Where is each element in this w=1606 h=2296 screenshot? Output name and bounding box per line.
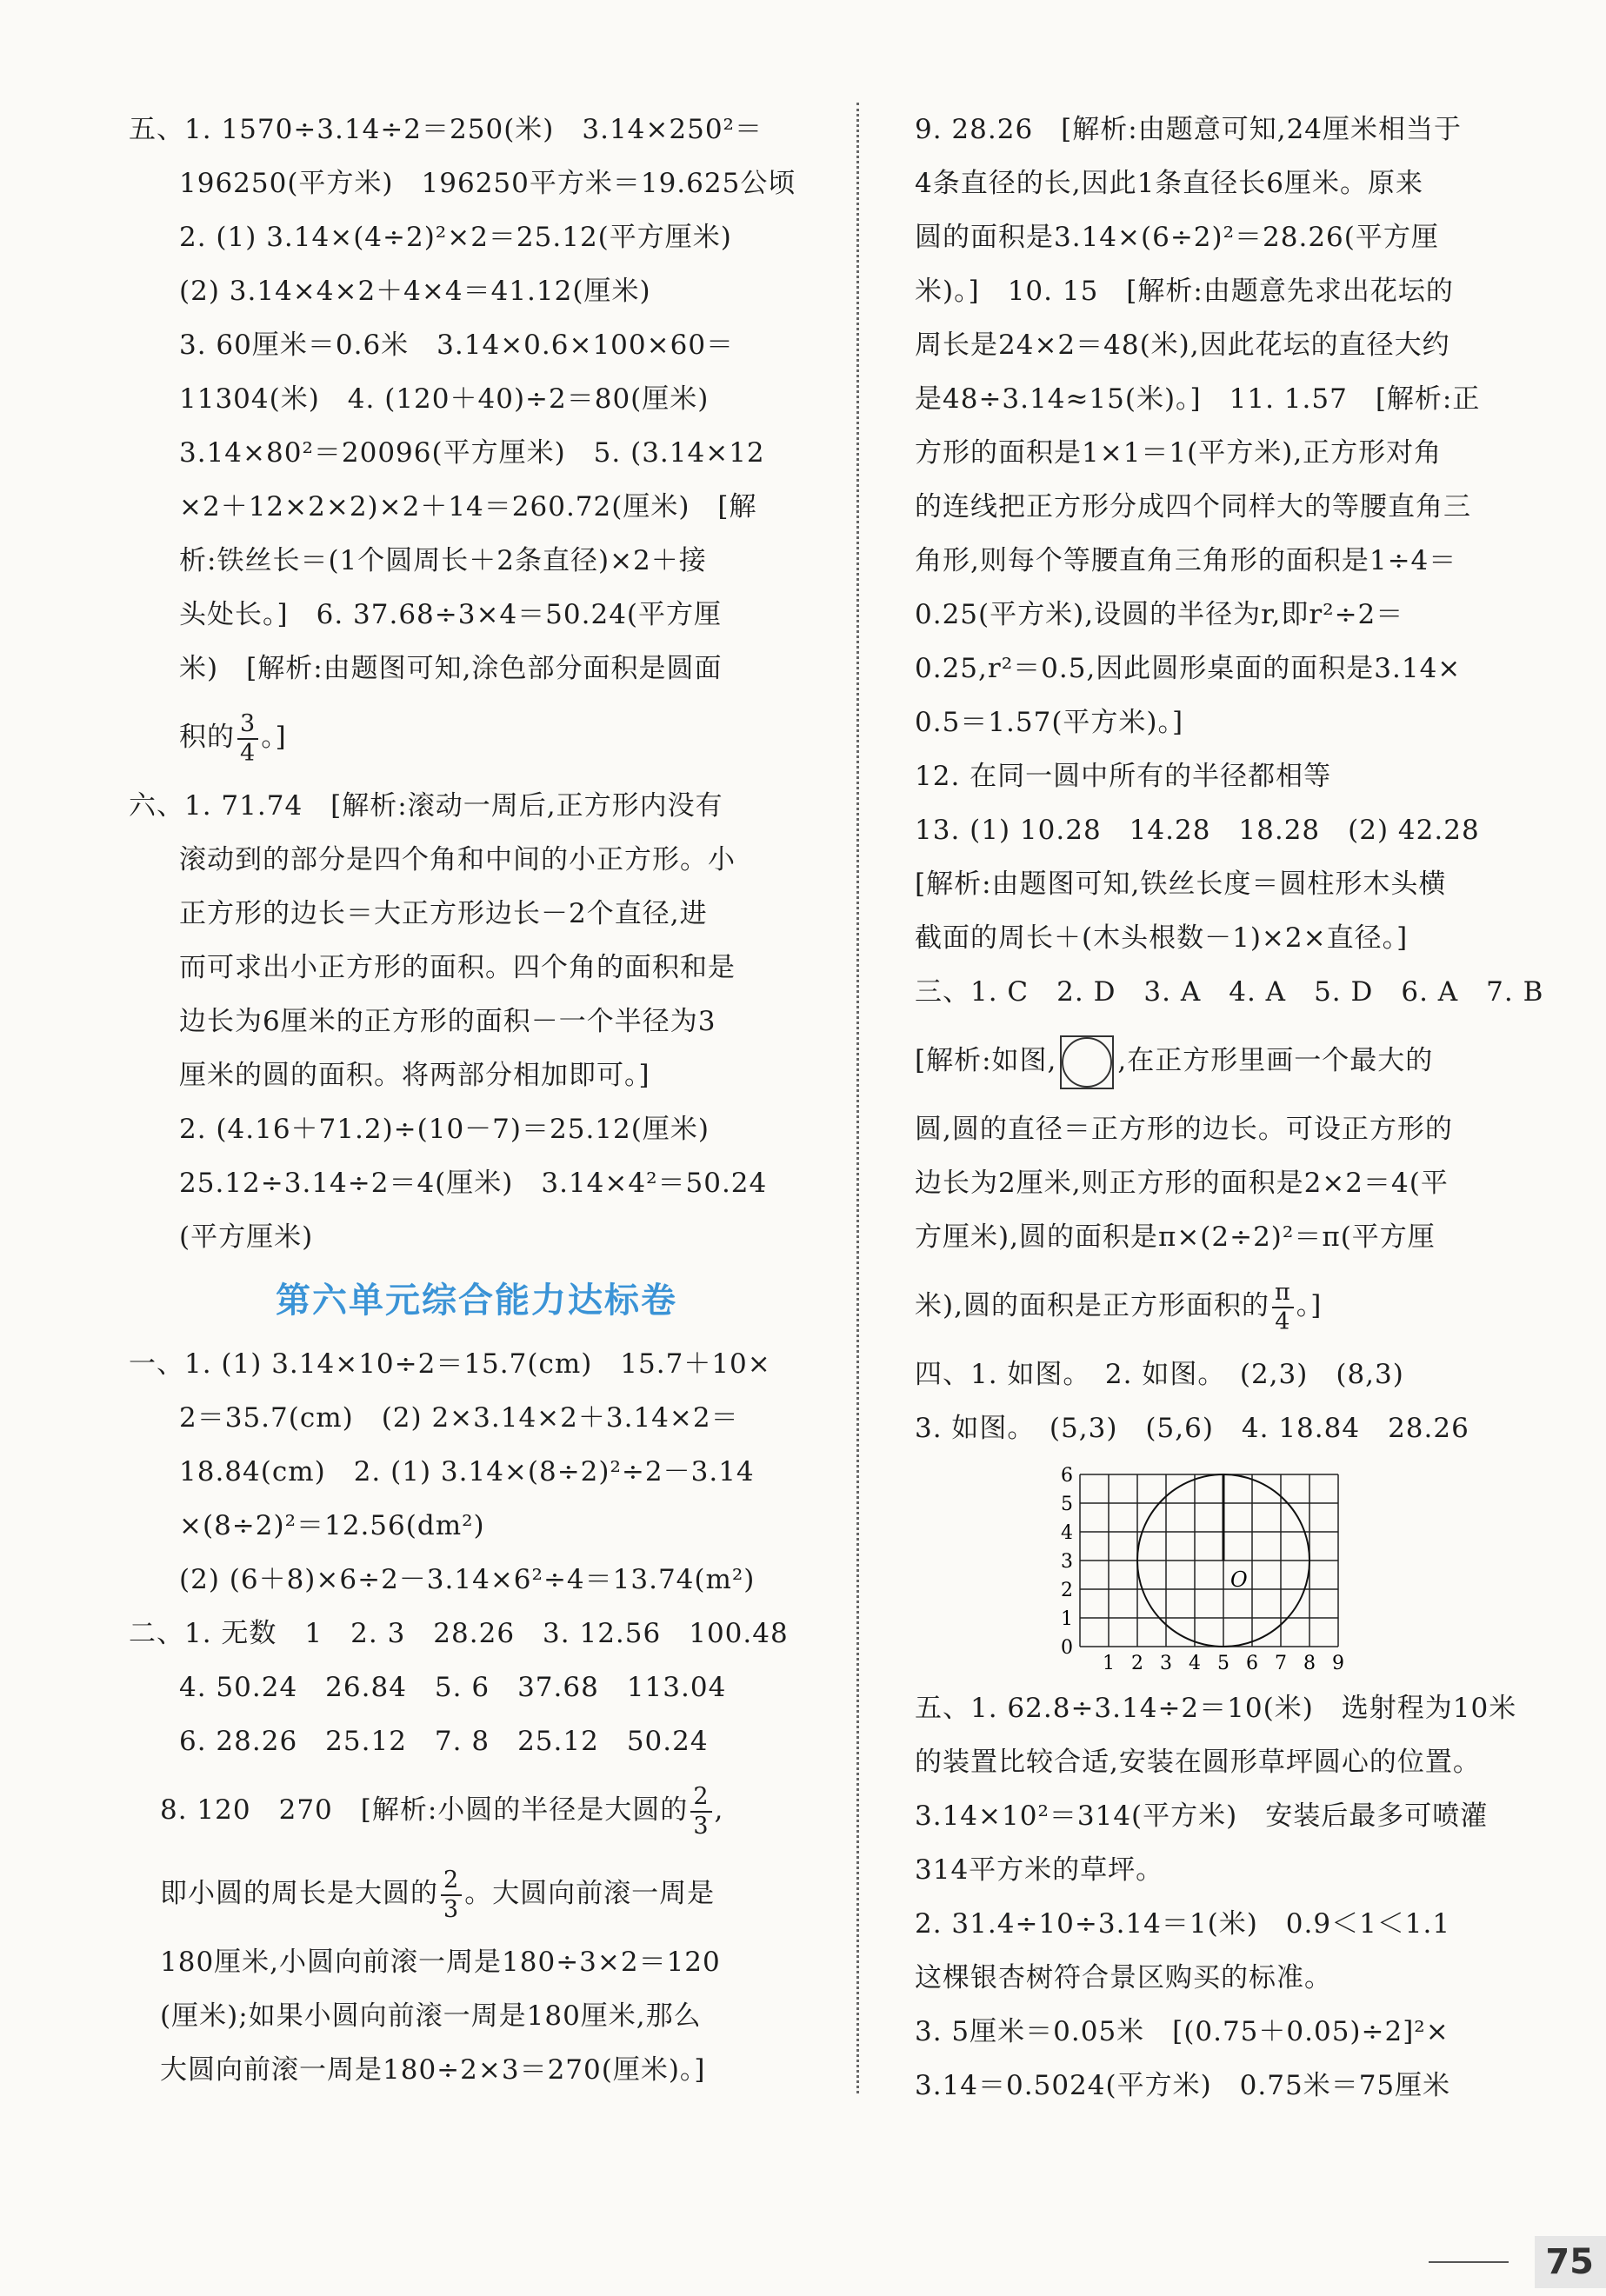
answer-line: [解析:由题图可知,铁丝长度＝圆柱形木头横	[915, 868, 1447, 900]
answer-line: 头处长。] 6. 37.68÷3×4＝50.24(平方厘	[179, 599, 723, 630]
x-tick-label: 4	[1189, 1653, 1201, 1674]
page-number-rule	[1429, 2261, 1509, 2263]
answer-line: 米) [解析:由题图可知,涂色部分面积是圆面	[179, 653, 723, 684]
answer-line: 方形的面积是1×1＝1(平方米),正方形对角	[915, 437, 1443, 469]
answer-line: ×2＋12×2×2)×2＋14＝260.72(厘米) [解	[179, 491, 757, 522]
section-title: 第六单元综合能力达标卷	[276, 1281, 677, 1321]
answer-line: 米)。] 10. 15 [解析:由题意先求出花坛的	[915, 276, 1454, 307]
x-tick-label: 3	[1160, 1653, 1172, 1674]
answers-block-c	[915, 1681, 1576, 2113]
answer-line: 3.14×10²＝314(平方米) 安装后最多可喷灌	[915, 1800, 1489, 1832]
fraction: $\frac{2}{3}$	[690, 1783, 711, 1839]
answers-block-b	[915, 1102, 1576, 1264]
part-one-answers	[129, 1337, 824, 1607]
section-six-answers	[129, 779, 824, 1264]
left-column	[129, 103, 824, 2097]
answer-line: 3. 60厘米＝0.6米 3.14×0.6×100×60＝	[179, 329, 735, 361]
answer-line: 2. 31.4÷10÷3.14＝1(米) 0.9＜1＜1.1	[915, 1908, 1451, 1940]
answer-line: 3.14＝0.5024(平方米) 0.75米＝75厘米	[915, 2070, 1451, 2101]
answer-line: 196250(平方米) 196250平方米＝19.625公顷	[179, 168, 796, 199]
answer-line: 4. 50.24 26.84 5. 6 37.68 113.04	[179, 1672, 727, 1703]
fraction: $\frac{3}{4}$	[237, 710, 258, 766]
answer-line: 3. 5厘米＝0.05米 [(0.75＋0.05)÷2]²×	[915, 2016, 1449, 2047]
answer-line: 一、1. (1) 3.14×10÷2＝15.7(cm) 15.7＋10×	[129, 1348, 771, 1380]
answer-line: 圆的面积是3.14×(6÷2)²＝28.26(平方厘	[915, 222, 1439, 253]
y-tick-label: 2	[1061, 1580, 1073, 1601]
x-tick-label: 6	[1246, 1653, 1258, 1674]
answer-line: [解析:如图, ,在正方形里画一个最大的	[915, 1019, 1576, 1102]
answer-line: 正方形的边长＝大正方形边长－2个直径,进	[179, 898, 708, 929]
answer-line: 0.5＝1.57(平方米)。]	[915, 707, 1184, 738]
answer-line: 析:铁丝长＝(1个圆周长＋2条直径)×2＋接	[179, 545, 707, 576]
answer-line: 的装置比较合适,安装在圆形草坪圆心的位置。	[915, 1747, 1481, 1778]
answer-line: 五、1. 62.8÷3.14÷2＝10(米) 选射程为10米	[915, 1693, 1517, 1724]
section-five-answers	[129, 103, 824, 695]
answer-line: 13. (1) 10.28 14.28 18.28 (2) 42.28	[915, 815, 1480, 846]
answer-line: 边长为6厘米的正方形的面积－一个半径为3	[179, 1006, 716, 1037]
answer-line: 180厘米,小圆向前滚一周是180÷3×2＝120	[160, 1947, 721, 1978]
answer-line: 0.25(平方米),设圆的半径为r,即r²÷2＝	[915, 599, 1404, 630]
answer-line: 二、1. 无数 1 2. 3 28.26 3. 12.56 100.48	[129, 1618, 789, 1649]
answer-line: 8. 120 270 [解析:小圆的半径是大圆的 $\frac{2}{3}$ ,	[160, 1783, 724, 1840]
part-two-answers	[129, 1607, 824, 1768]
answer-line: 4条直径的长,因此1条直径长6厘米。原来	[915, 168, 1424, 199]
answer-line: 2. (4.16＋71.2)÷(10－7)＝25.12(厘米)	[179, 1114, 710, 1145]
coordinate-grid	[1045, 1455, 1358, 1681]
x-tick-label: 1	[1103, 1653, 1115, 1674]
answer-line: 12. 在同一圆中所有的半径都相等	[915, 761, 1332, 792]
answer-line: 而可求出小正方形的面积。四个角的面积和是	[179, 952, 736, 983]
coordinate-grid-figure	[1045, 1455, 1576, 1681]
answer-line: 6. 28.26 25.12 7. 8 25.12 50.24	[179, 1726, 709, 1757]
answer-line: 11304(米) 4. (120＋40)÷2＝80(厘米)	[179, 383, 710, 415]
x-tick-label: 7	[1275, 1653, 1287, 1674]
answer-line: 18.84(cm) 2. (1) 3.14×(8÷2)²÷2－3.14	[179, 1456, 755, 1487]
answer-line: 六、1. 71.74 [解析:滚动一周后,正方形内没有	[129, 790, 723, 822]
answer-line: 三、1. C 2. D 3. A 4. A 5. D 6. A 7. B	[915, 976, 1544, 1008]
y-tick-label: 5	[1061, 1494, 1073, 1515]
answer-line: 周长是24×2＝48(米),因此花坛的直径大约	[915, 329, 1450, 361]
answer-line: 滚动到的部分是四个角和中间的小正方形。小	[179, 844, 736, 875]
answer-line: (2) 3.14×4×2＋4×4＝41.12(厘米)	[179, 276, 651, 307]
answer-line: 9. 28.26 [解析:由题意可知,24厘米相当于	[915, 114, 1463, 145]
section-four-answers	[915, 1348, 1576, 1455]
answer-line: ×(8÷2)²＝12.56(dm²)	[179, 1510, 485, 1541]
right-column	[915, 103, 1576, 2113]
y-tick-label: 6	[1061, 1465, 1073, 1487]
y-tick-label: 4	[1061, 1522, 1073, 1544]
page-number: 75	[1535, 2236, 1606, 2288]
answer-line: 25.12÷3.14÷2＝4(厘米) 3.14×4²＝50.24	[179, 1168, 768, 1199]
answer-line: 厘米的圆的面积。将两部分相加即可。]	[179, 1060, 650, 1091]
answer-line: 314平方米的草坪。	[915, 1854, 1164, 1886]
answer-line: 五、1. 1570÷3.14÷2＝250(米) 3.14×250²＝	[129, 114, 763, 145]
answer-line: 这棵银杏树符合景区购买的标准。	[915, 1962, 1332, 1993]
center-label: O	[1230, 1567, 1248, 1592]
part-two-answers-cont	[129, 1935, 824, 2097]
answer-line: 3. 如图。 (5,3) (5,6) 4. 18.84 28.26	[915, 1413, 1469, 1444]
answer-line: 2＝35.7(cm) (2) 2×3.14×2＋3.14×2＝	[179, 1402, 739, 1434]
y-tick-label: 0	[1061, 1637, 1073, 1659]
answer-line: 边长为2厘米,则正方形的面积是2×2＝4(平	[915, 1168, 1449, 1199]
answer-line: 3.14×80²＝20096(平方厘米) 5. (3.14×12	[179, 437, 765, 469]
answers-block-a	[915, 103, 1576, 1019]
y-tick-label: 1	[1061, 1608, 1073, 1630]
fraction: $\frac{2}{3}$	[441, 1867, 462, 1922]
x-tick-label: 8	[1303, 1653, 1316, 1674]
answer-line: (2) (6＋8)×6÷2－3.14×6²÷4＝13.74(m²)	[179, 1564, 756, 1595]
answer-line: 方厘米),圆的面积是π×(2÷2)²＝π(平方厘	[915, 1221, 1436, 1253]
answer-line: 的连线把正方形分成四个同样大的等腰直角三	[915, 491, 1471, 522]
answer-line: 积的 $\frac{3}{4}$ 。]	[179, 710, 287, 767]
answer-line: (厘米);如果小圆向前滚一周是180厘米,那么	[160, 2000, 702, 2032]
answer-line: 角形,则每个等腰直角三角形的面积是1÷4＝	[915, 545, 1457, 576]
answer-line: 0.25,r²＝0.5,因此圆形桌面的面积是3.14×	[915, 653, 1462, 684]
column-divider	[856, 103, 859, 2093]
answer-line: 四、1. 如图。 2. 如图。 (2,3) (8,3)	[915, 1359, 1404, 1390]
answer-line: 2. (1) 3.14×(4÷2)²×2＝25.12(平方厘米)	[179, 222, 732, 253]
answer-line: 米),圆的面积是正方形面积的 $\frac{\pi}{4}$ 。]	[915, 1279, 1323, 1335]
x-tick-label: 9	[1332, 1653, 1344, 1674]
x-tick-label: 5	[1217, 1653, 1229, 1674]
y-tick-label: 3	[1061, 1551, 1073, 1573]
x-tick-label: 2	[1131, 1653, 1143, 1674]
fraction: $\frac{\pi}{4}$	[1272, 1279, 1294, 1334]
answer-line: 是48÷3.14≈15(米)。] 11. 1.57 [解析:正	[915, 383, 1481, 415]
answer-line: 截面的周长＋(木头根数－1)×2×直径。]	[915, 922, 1409, 954]
answer-line: (平方厘米)	[179, 1221, 314, 1253]
circle-in-square-figure	[1060, 1035, 1114, 1089]
answer-line: 大圆向前滚一周是180÷2×3＝270(厘米)。]	[160, 2054, 706, 2086]
answer-line: 圆,圆的直径＝正方形的边长。可设正方形的	[915, 1114, 1453, 1145]
answer-line: 即小圆的周长是大圆的 $\frac{2}{3}$ 。大圆向前滚一周是	[160, 1867, 716, 1923]
